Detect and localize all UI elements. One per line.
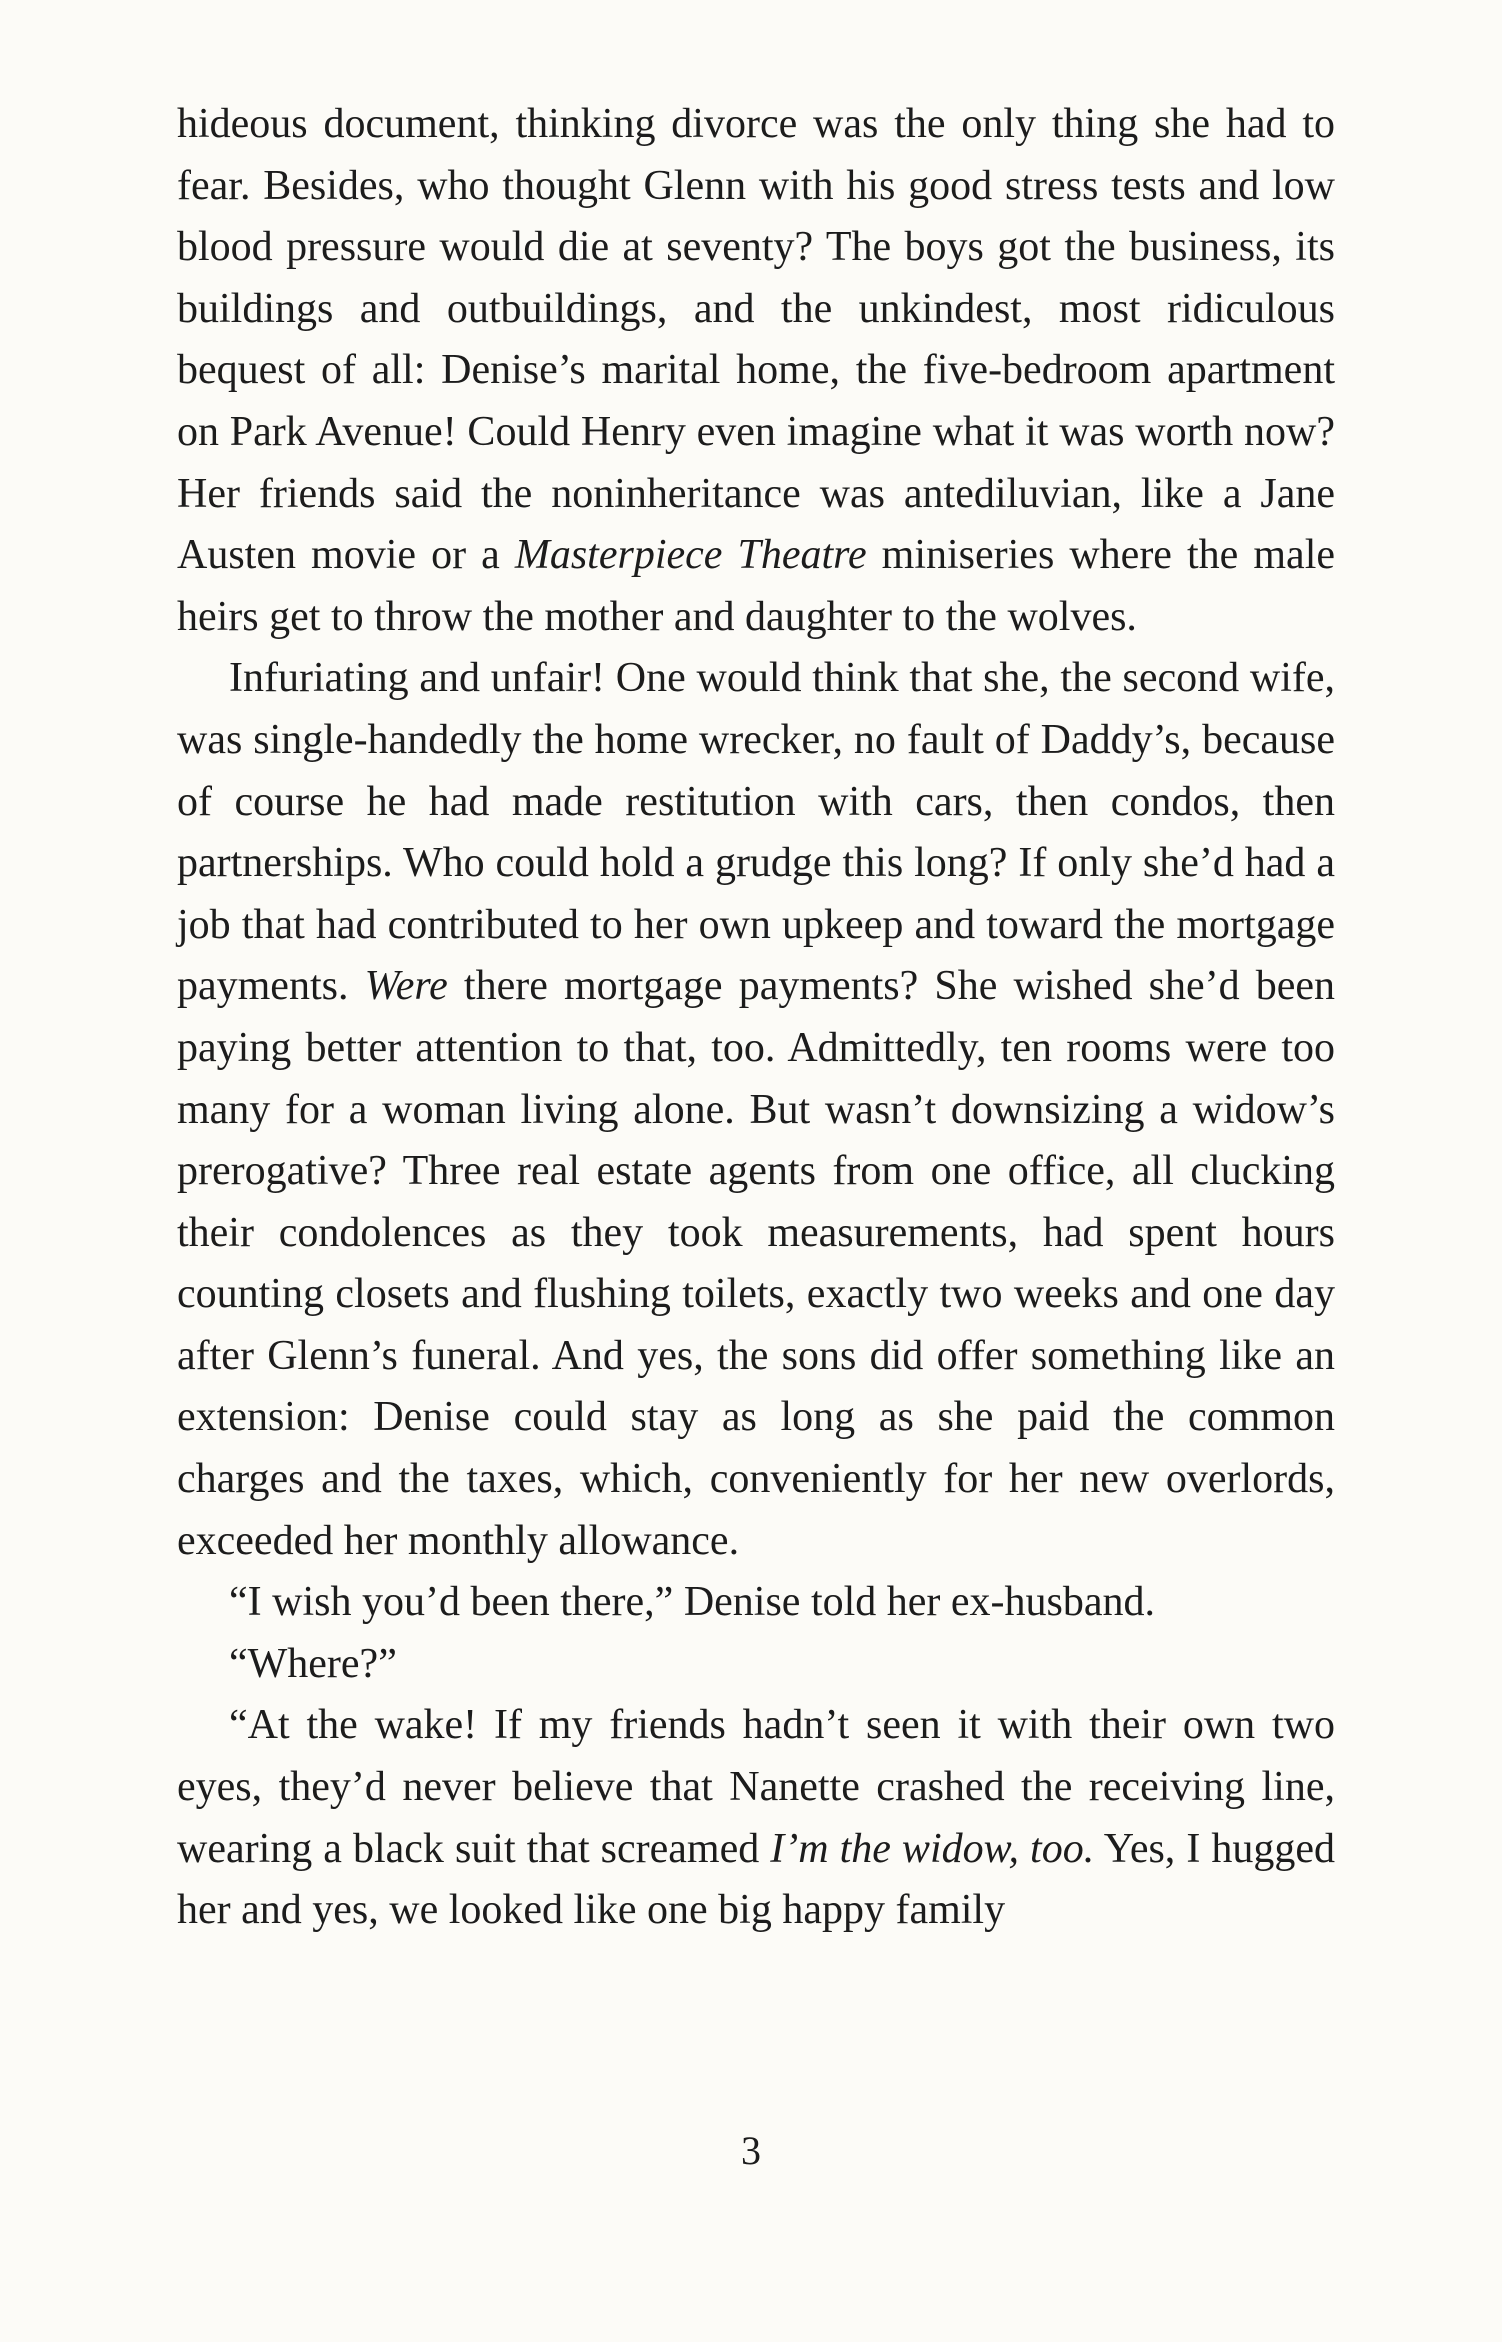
paragraph-3-text: “I wish you’d been there,” Denise told her ex-husband.: [229, 1579, 1156, 1626]
page-number: 3: [741, 2128, 761, 2173]
paragraph-4: [177, 1634, 1335, 1696]
paragraph-1-italic-title: Masterpiece Theatre: [514, 532, 867, 579]
paragraph-3: [177, 1572, 1335, 1634]
paragraph-2-text-a: Infuriating and unfair! One would think that she, the second wife, was single-handedly the home wrecker, no fault of Daddy’s, because of course he had made restitution with cars, then condos, then partnerships. Who could hold a grudge this long? If only she’d had a job that had contributed to her own upkeep and toward the mortgage payments.: [177, 655, 1335, 1010]
paragraph-1-text-b: miniseries where the male heirs get to throw the mother and daughter to the wolves.: [177, 532, 1336, 640]
paragraph-5: [177, 1695, 1335, 1941]
paragraph-5-text-b: Yes, I hugged her and yes, we looked like one big happy family: [177, 1825, 1335, 1934]
paragraph-2: [177, 648, 1335, 1572]
paragraph-5-italic-phrase: I’m the widow, too.: [770, 1825, 1095, 1872]
paragraph-2-italic-word: Were: [364, 963, 448, 1010]
paragraph-1-text-a: hideous document, thinking divorce was the only thing she had to fear. Besides, who thought Glenn with his good stress tests and low blood pressure would die at seventy? The boys got the business, its buildings and outbuildings, and the unkindest, most ridiculous bequest of all: Denise’s marital home, the five-bedroom apartment on Park Avenue! Could Henry even imagine what it was worth now? Her friends said the noninheritance was antediluvian, like a Jane Austen movie or a: [177, 101, 1335, 579]
paragraph-4-text: “Where?”: [229, 1640, 397, 1687]
paragraph-2-text-b: there mortgage payments? She wished she’d been paying better attention to that, too. Admittedly, ten rooms were too many for a woman living alone. But wasn’t downsizing a widow’s prerogative? Three real estate agents from one office, all clucking their condolences as they took measurements, had spent hours counting closets and flushing toilets, exactly two weeks and one day after Glenn’s funeral. And yes, the sons did offer something like an extension: Denise could stay as long as she paid the common charges and the taxes, which, conveniently for her new overlords, exceeded her monthly allowance.: [177, 963, 1335, 1564]
body-text: [177, 94, 1335, 1942]
paragraph-5-text-a: “At the wake! If my friends hadn’t seen it with their own two eyes, they’d never believe that Nanette crashed the receiving line, wearing a black suit that screamed: [177, 1702, 1335, 1872]
paragraph-1: [177, 94, 1335, 648]
